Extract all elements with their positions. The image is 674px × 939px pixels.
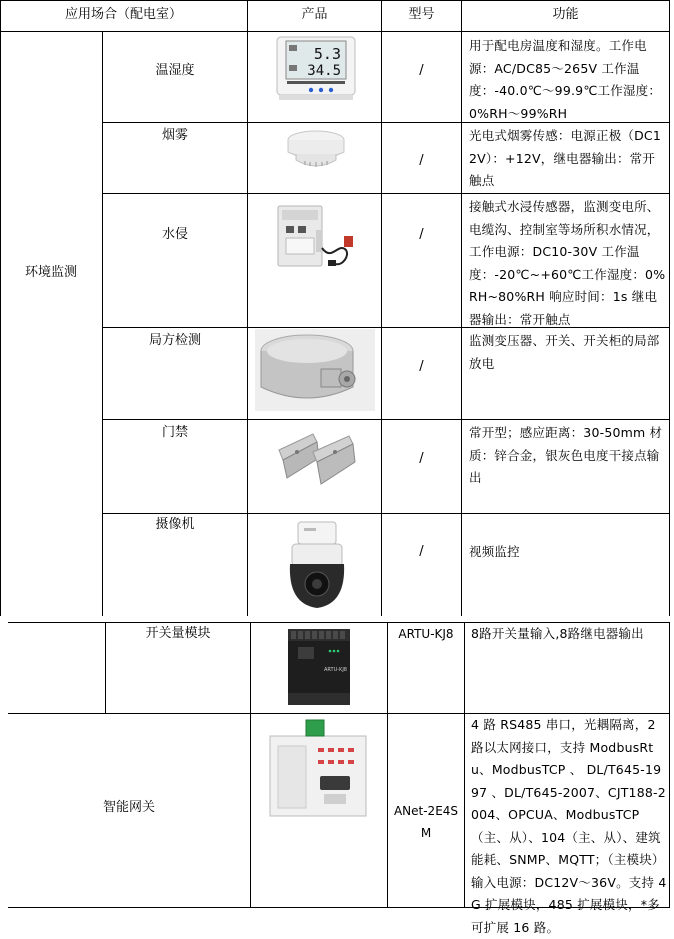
table-border-top xyxy=(0,0,670,1)
row-function: 视频监控 xyxy=(469,544,520,559)
col-divider xyxy=(247,0,248,616)
table2-border-right xyxy=(669,622,670,907)
door-contact-image xyxy=(273,428,359,494)
group-label-env: 环境监测 xyxy=(24,265,77,280)
col-divider xyxy=(387,622,388,907)
table-border-right xyxy=(669,0,670,616)
row-model: / xyxy=(419,544,424,559)
row-name: 开关量模块 xyxy=(145,626,211,641)
row-model: ANet-2E4SM xyxy=(393,804,459,840)
row-name: 温湿度 xyxy=(155,63,195,78)
row-name: 局方检测 xyxy=(148,333,201,348)
row-name: 烟雾 xyxy=(161,128,188,143)
row-function: 常开型；感应距离：30-50mm 材质：锌合金，银灰色电度干接点输出 xyxy=(469,425,663,485)
row-model: / xyxy=(419,153,424,168)
camera-image xyxy=(284,518,350,612)
row-function: 接触式水浸传感器，监测变电所、电缆沟、控制室等场所积水情况，工作电源：DC10-30V 工作温度：-20℃~+60℃工作湿度：0%RH~80%RH 响应时间：1s 继电器输出：常开触点 xyxy=(469,199,666,327)
row-function: 光电式烟雾传感：电源正极（DC12V）：+12V，继电器输出：常开触点 xyxy=(469,128,662,188)
row-name: 智能网关 xyxy=(102,800,155,815)
row-name: 水侵 xyxy=(161,227,188,242)
row-function: 用于配电房温度和湿度。工作电源：AC/DC85～265V 工作温度：-40.0℃～99.9℃工作湿度：0%RH～99%RH xyxy=(469,38,662,121)
col-divider xyxy=(250,622,251,907)
col-divider xyxy=(461,0,462,616)
gateway-image xyxy=(262,718,374,824)
water-leak-sensor-image xyxy=(272,200,364,272)
row-divider xyxy=(102,419,670,420)
header-divider xyxy=(0,31,670,32)
display-bottom-value: 34.5 xyxy=(307,63,341,79)
row-name: 门禁 xyxy=(161,425,188,440)
row-function: 8路开关量输入,8路继电器输出 xyxy=(471,626,644,641)
header-function: 功能 xyxy=(552,7,579,22)
row-model: / xyxy=(419,359,424,374)
row-function: 监测变压器、开关、开关柜的局部放电 xyxy=(469,333,660,371)
col-divider xyxy=(464,622,465,907)
partial-discharge-sensor-image xyxy=(255,329,375,411)
header-product: 产品 xyxy=(301,7,328,22)
row-model: / xyxy=(419,63,424,78)
row-model: / xyxy=(419,451,424,466)
row-model: ARTU-KJ8 xyxy=(398,627,454,641)
display-top-value: 5.3 xyxy=(313,45,341,63)
table-border-left xyxy=(0,0,1,616)
thermo-hygrometer-image xyxy=(275,35,357,101)
device-label-text: ARTU-KJ8 xyxy=(324,667,347,673)
row-name: 摄像机 xyxy=(155,517,195,532)
col-divider xyxy=(381,0,382,616)
switch-module-image xyxy=(284,625,354,709)
header-model: 型号 xyxy=(408,7,435,22)
header-scenario: 应用场合（配电室） xyxy=(64,7,182,22)
row-model: / xyxy=(419,227,424,242)
row-function: 4 路 RS485 串口，光耦隔离，2 路以太网接口，支持 ModbusRtu、ModbusTCP 、 DL/T645-1997 、DL/T645-2007、CJT188-2004、OPCUA、ModbusTCP（主、从）、104（主、从）、建筑能耗、SNMP、MQTT；（主模块）输入电源：DC12V～36V。支持 4G 扩展模块，485 扩展模块，*多可扩展 16 路。 xyxy=(471,717,667,935)
smoke-detector-image xyxy=(283,128,349,174)
row-divider xyxy=(102,193,670,194)
